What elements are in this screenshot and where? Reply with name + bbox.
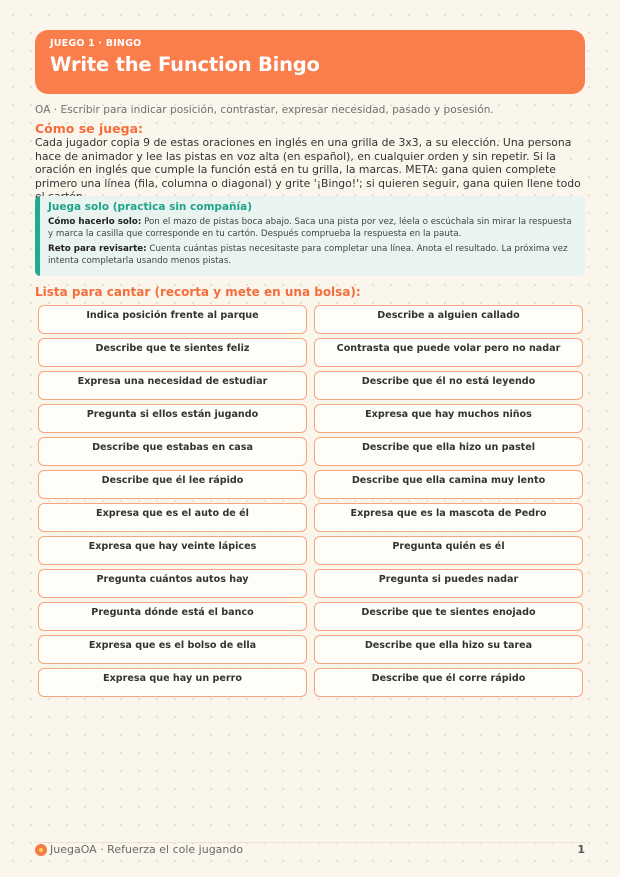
footer-brand: JuegaOA · Refuerza el cole jugando (50, 843, 244, 856)
solo-challenge-paragraph (48, 243, 577, 267)
solo-play-box (35, 196, 585, 276)
clue-card: Indica posición frente al parque (38, 305, 307, 334)
clue-card: Expresa que hay veinte lápices (38, 536, 307, 565)
clue-card: Describe que te sientes feliz (38, 338, 307, 367)
clue-card: Expresa una necesidad de estudiar (38, 371, 307, 400)
solo-how-label: Cómo hacerlo solo: (48, 217, 142, 227)
clue-card: Pregunta si ellos están jugando (38, 404, 307, 433)
solo-how-text: Pon el mazo de pistas boca abajo. Saca una pista por vez, léela o escúchala sin mirar la respuesta y marca la casilla que corresponde en tu cartón. Después comprueba la respuesta en la pauta. (48, 217, 572, 239)
how-to-play-text: Cada jugador copia 9 de estas oraciones en inglés en una grilla de 3x3, a su elección. Una persona hace de animador y lee las pistas en voz alta (en español), en cualquier orden y sin repetir. Si la oración en inglés que cumple la función está en tu grilla, la marcas. META: gana quien complete primero una línea (fila, columna o diagonal) y grite '¡Bingo!'; si quieren seguir, gana quien llene todo (35, 136, 581, 190)
page-title: Write the Function Bingo (50, 53, 320, 76)
solo-how-paragraph (48, 216, 577, 240)
how-to-play-heading: Cómo se juega: (35, 121, 144, 136)
clue-list-heading: Lista para cantar (recorta y mete en una bolsa): (35, 285, 361, 299)
clue-card: Expresa que hay un perro (38, 668, 307, 697)
game-kicker: JUEGO 1 · BINGO (50, 38, 142, 49)
clue-card: Describe que ella hizo su tarea (314, 635, 583, 664)
target-icon (35, 844, 47, 856)
page-number: 1 (577, 843, 585, 856)
clue-card: Describe que ella hizo un pastel (314, 437, 583, 466)
clue-card: Expresa que hay muchos niños (314, 404, 583, 433)
clue-card: Pregunta cuántos autos hay (38, 569, 307, 598)
clue-card: Describe a alguien callado (314, 305, 583, 334)
solo-challenge-label: Reto para revisarte: (48, 244, 147, 254)
clue-card: Contrasta que puede volar pero no nadar (314, 338, 583, 367)
clue-card: Describe que él lee rápido (38, 470, 307, 499)
clue-card: Pregunta dónde está el banco (38, 602, 307, 631)
clue-card: Describe que ella camina muy lento (314, 470, 583, 499)
clue-card: Describe que te sientes enojado (314, 602, 583, 631)
solo-challenge-text: Cuenta cuántas pistas necesitaste para completar una línea. Anota el resultado. La próxima vez intenta completarla usando menos pistas. (48, 244, 568, 266)
clue-card: Expresa que es la mascota de Pedro (314, 503, 583, 532)
clue-card: Expresa que es el bolso de ella (38, 635, 307, 664)
clue-card: Describe que él no está leyendo (314, 371, 583, 400)
header-banner (35, 30, 585, 94)
clue-grid (38, 305, 583, 697)
clue-card: Describe que él corre rápido (314, 668, 583, 697)
clue-card: Expresa que es el auto de él (38, 503, 307, 532)
learning-objective: OA · Escribir para indicar posición, contrastar, expresar necesidad, pasado y posesión. (35, 104, 494, 116)
clue-card: Pregunta quién es él (314, 536, 583, 565)
clue-card: Pregunta si puedes nadar (314, 569, 583, 598)
footer (35, 843, 585, 857)
solo-heading: Juega solo (practica sin compañía) (48, 201, 252, 213)
clue-card: Describe que estabas en casa (38, 437, 307, 466)
